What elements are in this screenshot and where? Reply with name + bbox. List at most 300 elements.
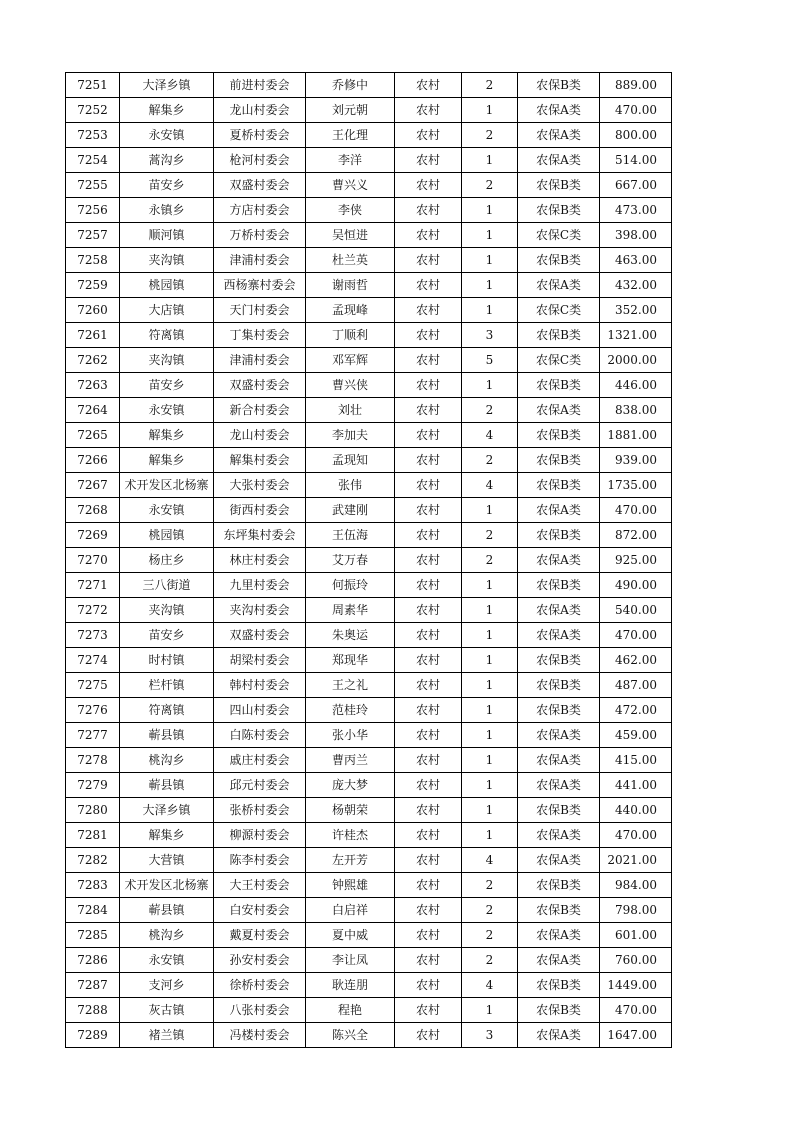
insurance-category-cell: 农保B类 [518,448,600,473]
person-name-cell: 耿连朋 [306,973,395,998]
township-cell: 夹沟镇 [120,248,214,273]
person-name-cell: 李洋 [306,148,395,173]
insurance-category-cell: 农保A类 [518,498,600,523]
village-committee-cell: 大王村委会 [214,873,306,898]
township-cell: 栏杆镇 [120,673,214,698]
table-row [66,298,672,323]
insurance-category-cell: 农保B类 [518,898,600,923]
table-row [66,648,672,673]
residence-type-cell: 农村 [395,723,462,748]
record-number-cell: 7254 [66,148,120,173]
person-name-cell: 李侠 [306,198,395,223]
village-committee-cell: 戚庄村委会 [214,748,306,773]
township-cell: 苗安乡 [120,623,214,648]
insurance-category-cell: 农保B类 [518,523,600,548]
person-name-cell: 丁顺利 [306,323,395,348]
insurance-category-cell: 农保B类 [518,323,600,348]
person-name-cell: 朱奥运 [306,623,395,648]
village-committee-cell: 天门村委会 [214,298,306,323]
record-number-cell: 7278 [66,748,120,773]
person-name-cell: 夏中威 [306,923,395,948]
insurance-category-cell: 农保B类 [518,873,600,898]
household-size-cell: 2 [462,73,518,98]
residence-type-cell: 农村 [395,998,462,1023]
village-committee-cell: 陈李村委会 [214,848,306,873]
amount-cell: 463.00 [600,248,672,273]
township-cell: 大店镇 [120,298,214,323]
record-number-cell: 7259 [66,273,120,298]
person-name-cell: 张小华 [306,723,395,748]
table-row [66,573,672,598]
township-cell: 夹沟镇 [120,348,214,373]
residence-type-cell: 农村 [395,523,462,548]
table-row [66,173,672,198]
residence-type-cell: 农村 [395,373,462,398]
township-cell: 永安镇 [120,398,214,423]
residence-type-cell: 农村 [395,348,462,373]
village-committee-cell: 柳源村委会 [214,823,306,848]
person-name-cell: 孟现知 [306,448,395,473]
household-size-cell: 1 [462,498,518,523]
household-size-cell: 1 [462,223,518,248]
person-name-cell: 王之礼 [306,673,395,698]
residence-type-cell: 农村 [395,898,462,923]
village-committee-cell: 夏桥村委会 [214,123,306,148]
residence-type-cell: 农村 [395,423,462,448]
person-name-cell: 王化理 [306,123,395,148]
amount-cell: 1321.00 [600,323,672,348]
record-number-cell: 7271 [66,573,120,598]
person-name-cell: 范桂玲 [306,698,395,723]
amount-cell: 514.00 [600,148,672,173]
insurance-category-cell: 农保B类 [518,698,600,723]
person-name-cell: 曹丙兰 [306,748,395,773]
table-row [66,773,672,798]
record-number-cell: 7267 [66,473,120,498]
table-row [66,823,672,848]
amount-cell: 490.00 [600,573,672,598]
village-committee-cell: 双盛村委会 [214,173,306,198]
table-row [66,373,672,398]
residence-type-cell: 农村 [395,623,462,648]
household-size-cell: 2 [462,123,518,148]
insurance-category-cell: 农保B类 [518,798,600,823]
insurance-category-cell: 农保A类 [518,773,600,798]
record-number-cell: 7280 [66,798,120,823]
insurance-category-cell: 农保B类 [518,73,600,98]
roster-table-body [66,73,672,1048]
amount-cell: 872.00 [600,523,672,548]
residence-type-cell: 农村 [395,673,462,698]
insurance-category-cell: 农保B类 [518,373,600,398]
household-size-cell: 1 [462,823,518,848]
residence-type-cell: 农村 [395,448,462,473]
township-cell: 永镇乡 [120,198,214,223]
amount-cell: 470.00 [600,623,672,648]
village-committee-cell: 东坪集村委会 [214,523,306,548]
record-number-cell: 7281 [66,823,120,848]
record-number-cell: 7255 [66,173,120,198]
insurance-category-cell: 农保C类 [518,298,600,323]
township-cell: 苗安乡 [120,173,214,198]
household-size-cell: 5 [462,348,518,373]
table-row [66,423,672,448]
amount-cell: 446.00 [600,373,672,398]
table-row [66,473,672,498]
record-number-cell: 7285 [66,923,120,948]
township-cell: 大泽乡镇 [120,798,214,823]
residence-type-cell: 农村 [395,323,462,348]
amount-cell: 473.00 [600,198,672,223]
township-cell: 苗安乡 [120,373,214,398]
insurance-category-cell: 农保B类 [518,573,600,598]
table-row [66,273,672,298]
record-number-cell: 7253 [66,123,120,148]
residence-type-cell: 农村 [395,748,462,773]
household-size-cell: 4 [462,423,518,448]
residence-type-cell: 农村 [395,298,462,323]
household-size-cell: 1 [462,623,518,648]
person-name-cell: 吴恒进 [306,223,395,248]
township-cell: 支河乡 [120,973,214,998]
insurance-category-cell: 农保A类 [518,923,600,948]
household-size-cell: 2 [462,923,518,948]
record-number-cell: 7277 [66,723,120,748]
residence-type-cell: 农村 [395,498,462,523]
table-row [66,998,672,1023]
residence-type-cell: 农村 [395,548,462,573]
amount-cell: 398.00 [600,223,672,248]
township-cell: 大泽乡镇 [120,73,214,98]
amount-cell: 601.00 [600,923,672,948]
residence-type-cell: 农村 [395,773,462,798]
amount-cell: 432.00 [600,273,672,298]
record-number-cell: 7265 [66,423,120,448]
residence-type-cell: 农村 [395,223,462,248]
amount-cell: 939.00 [600,448,672,473]
record-number-cell: 7279 [66,773,120,798]
amount-cell: 352.00 [600,298,672,323]
village-committee-cell: 前进村委会 [214,73,306,98]
household-size-cell: 1 [462,748,518,773]
record-number-cell: 7283 [66,873,120,898]
residence-type-cell: 农村 [395,573,462,598]
amount-cell: 1881.00 [600,423,672,448]
village-committee-cell: 张桥村委会 [214,798,306,823]
table-row [66,323,672,348]
person-name-cell: 曹兴侠 [306,373,395,398]
table-row [66,598,672,623]
village-committee-cell: 丁集村委会 [214,323,306,348]
township-cell: 蕲县镇 [120,723,214,748]
person-name-cell: 杨朝荣 [306,798,395,823]
table-row [66,448,672,473]
person-name-cell: 程艳 [306,998,395,1023]
village-committee-cell: 津浦村委会 [214,348,306,373]
household-size-cell: 1 [462,598,518,623]
table-row [66,73,672,98]
table-row [66,548,672,573]
person-name-cell: 刘元朝 [306,98,395,123]
table-row [66,798,672,823]
record-number-cell: 7270 [66,548,120,573]
township-cell: 术开发区北杨寨 [120,473,214,498]
insurance-category-cell: 农保A类 [518,723,600,748]
insurance-category-cell: 农保A类 [518,748,600,773]
township-cell: 永安镇 [120,498,214,523]
household-size-cell: 1 [462,148,518,173]
household-size-cell: 4 [462,473,518,498]
insurance-category-cell: 农保C类 [518,223,600,248]
household-size-cell: 1 [462,248,518,273]
township-cell: 符离镇 [120,698,214,723]
table-row [66,898,672,923]
household-size-cell: 4 [462,848,518,873]
amount-cell: 667.00 [600,173,672,198]
residence-type-cell: 农村 [395,923,462,948]
village-committee-cell: 戴夏村委会 [214,923,306,948]
record-number-cell: 7258 [66,248,120,273]
record-number-cell: 7288 [66,998,120,1023]
residence-type-cell: 农村 [395,123,462,148]
amount-cell: 889.00 [600,73,672,98]
residence-type-cell: 农村 [395,273,462,298]
table-row [66,948,672,973]
village-committee-cell: 白安村委会 [214,898,306,923]
insurance-category-cell: 农保A类 [518,1023,600,1048]
table-row [66,123,672,148]
village-committee-cell: 津浦村委会 [214,248,306,273]
township-cell: 蕲县镇 [120,898,214,923]
person-name-cell: 谢雨哲 [306,273,395,298]
table-row [66,98,672,123]
record-number-cell: 7276 [66,698,120,723]
residence-type-cell: 农村 [395,248,462,273]
record-number-cell: 7269 [66,523,120,548]
record-number-cell: 7252 [66,98,120,123]
residence-type-cell: 农村 [395,973,462,998]
person-name-cell: 乔修中 [306,73,395,98]
township-cell: 时村镇 [120,648,214,673]
village-committee-cell: 双盛村委会 [214,373,306,398]
amount-cell: 441.00 [600,773,672,798]
household-size-cell: 1 [462,273,518,298]
amount-cell: 925.00 [600,548,672,573]
residence-type-cell: 农村 [395,823,462,848]
insurance-category-cell: 农保B类 [518,673,600,698]
village-committee-cell: 方店村委会 [214,198,306,223]
amount-cell: 470.00 [600,823,672,848]
insurance-category-cell: 农保A类 [518,548,600,573]
record-number-cell: 7272 [66,598,120,623]
person-name-cell: 武建刚 [306,498,395,523]
household-size-cell: 2 [462,548,518,573]
residence-type-cell: 农村 [395,698,462,723]
insurance-category-cell: 农保A类 [518,398,600,423]
person-name-cell: 李让凤 [306,948,395,973]
village-committee-cell: 夹沟村委会 [214,598,306,623]
person-name-cell: 曹兴义 [306,173,395,198]
person-name-cell: 张伟 [306,473,395,498]
village-committee-cell: 龙山村委会 [214,98,306,123]
table-row [66,248,672,273]
township-cell: 桃园镇 [120,523,214,548]
record-number-cell: 7257 [66,223,120,248]
record-number-cell: 7286 [66,948,120,973]
insurance-category-cell: 农保A类 [518,273,600,298]
township-cell: 永安镇 [120,948,214,973]
record-number-cell: 7289 [66,1023,120,1048]
table-row [66,923,672,948]
table-row [66,1023,672,1048]
table-row [66,623,672,648]
village-committee-cell: 冯楼村委会 [214,1023,306,1048]
person-name-cell: 许桂杰 [306,823,395,848]
township-cell: 解集乡 [120,423,214,448]
amount-cell: 798.00 [600,898,672,923]
household-size-cell: 2 [462,398,518,423]
residence-type-cell: 农村 [395,148,462,173]
household-size-cell: 1 [462,298,518,323]
person-name-cell: 周素华 [306,598,395,623]
table-row [66,523,672,548]
village-committee-cell: 龙山村委会 [214,423,306,448]
person-name-cell: 庞大梦 [306,773,395,798]
person-name-cell: 刘壮 [306,398,395,423]
record-number-cell: 7284 [66,898,120,923]
table-row [66,723,672,748]
person-name-cell: 邓军辉 [306,348,395,373]
household-size-cell: 4 [462,973,518,998]
insurance-category-cell: 农保A类 [518,98,600,123]
roster-table [65,72,672,1048]
amount-cell: 487.00 [600,673,672,698]
person-name-cell: 陈兴全 [306,1023,395,1048]
village-committee-cell: 孙安村委会 [214,948,306,973]
amount-cell: 2021.00 [600,848,672,873]
residence-type-cell: 农村 [395,648,462,673]
insurance-category-cell: 农保A类 [518,623,600,648]
insurance-category-cell: 农保A类 [518,598,600,623]
village-committee-cell: 双盛村委会 [214,623,306,648]
township-cell: 永安镇 [120,123,214,148]
township-cell: 解集乡 [120,823,214,848]
amount-cell: 415.00 [600,748,672,773]
village-committee-cell: 邱元村委会 [214,773,306,798]
record-number-cell: 7287 [66,973,120,998]
record-number-cell: 7282 [66,848,120,873]
insurance-category-cell: 农保B类 [518,198,600,223]
household-size-cell: 2 [462,448,518,473]
township-cell: 解集乡 [120,448,214,473]
household-size-cell: 1 [462,373,518,398]
record-number-cell: 7264 [66,398,120,423]
township-cell: 解集乡 [120,98,214,123]
village-committee-cell: 解集村委会 [214,448,306,473]
household-size-cell: 1 [462,998,518,1023]
insurance-category-cell: 农保A类 [518,823,600,848]
amount-cell: 2000.00 [600,348,672,373]
table-row [66,348,672,373]
village-committee-cell: 新合村委会 [214,398,306,423]
insurance-category-cell: 农保B类 [518,248,600,273]
amount-cell: 838.00 [600,398,672,423]
village-committee-cell: 八张村委会 [214,998,306,1023]
household-size-cell: 1 [462,773,518,798]
village-committee-cell: 西杨寨村委会 [214,273,306,298]
record-number-cell: 7273 [66,623,120,648]
household-size-cell: 2 [462,523,518,548]
village-committee-cell: 街西村委会 [214,498,306,523]
amount-cell: 1449.00 [600,973,672,998]
table-row [66,698,672,723]
roster-table-container [65,72,672,1048]
table-row [66,198,672,223]
insurance-category-cell: 农保C类 [518,348,600,373]
township-cell: 桃沟乡 [120,748,214,773]
person-name-cell: 李加夫 [306,423,395,448]
amount-cell: 540.00 [600,598,672,623]
person-name-cell: 杜兰英 [306,248,395,273]
table-row [66,848,672,873]
village-committee-cell: 万桥村委会 [214,223,306,248]
household-size-cell: 2 [462,873,518,898]
household-size-cell: 3 [462,1023,518,1048]
household-size-cell: 1 [462,723,518,748]
amount-cell: 472.00 [600,698,672,723]
residence-type-cell: 农村 [395,98,462,123]
person-name-cell: 孟现峰 [306,298,395,323]
amount-cell: 1647.00 [600,1023,672,1048]
household-size-cell: 1 [462,98,518,123]
household-size-cell: 1 [462,798,518,823]
person-name-cell: 艾万春 [306,548,395,573]
village-committee-cell: 徐桥村委会 [214,973,306,998]
table-row [66,748,672,773]
residence-type-cell: 农村 [395,198,462,223]
village-committee-cell: 九里村委会 [214,573,306,598]
township-cell: 灰古镇 [120,998,214,1023]
person-name-cell: 白启祥 [306,898,395,923]
household-size-cell: 2 [462,948,518,973]
record-number-cell: 7274 [66,648,120,673]
township-cell: 桃沟乡 [120,923,214,948]
insurance-category-cell: 农保A类 [518,948,600,973]
township-cell: 蒿沟乡 [120,148,214,173]
record-number-cell: 7260 [66,298,120,323]
household-size-cell: 2 [462,173,518,198]
record-number-cell: 7266 [66,448,120,473]
household-size-cell: 2 [462,898,518,923]
table-row [66,148,672,173]
table-row [66,973,672,998]
insurance-category-cell: 农保B类 [518,973,600,998]
record-number-cell: 7261 [66,323,120,348]
person-name-cell: 何振玲 [306,573,395,598]
township-cell: 符离镇 [120,323,214,348]
residence-type-cell: 农村 [395,598,462,623]
person-name-cell: 郑现华 [306,648,395,673]
insurance-category-cell: 农保B类 [518,648,600,673]
amount-cell: 800.00 [600,123,672,148]
township-cell: 杨庄乡 [120,548,214,573]
village-committee-cell: 胡梁村委会 [214,648,306,673]
table-row [66,498,672,523]
amount-cell: 470.00 [600,98,672,123]
amount-cell: 984.00 [600,873,672,898]
amount-cell: 459.00 [600,723,672,748]
township-cell: 术开发区北杨寨 [120,873,214,898]
